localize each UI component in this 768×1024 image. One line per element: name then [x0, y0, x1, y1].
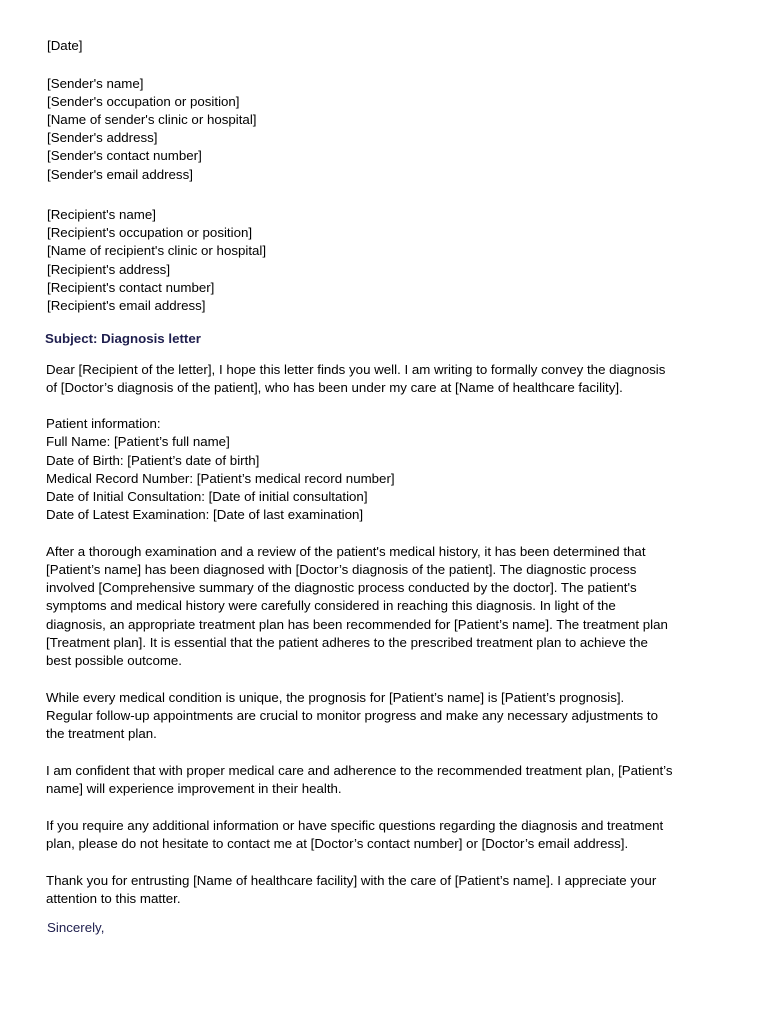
paragraph-line: After a thorough examination and a review of the patient's medical history, it has been determined that: [46, 544, 646, 559]
patient-info-line: Date of Latest Examination: [Date of last examination]: [46, 507, 364, 522]
closing-salutation: Sincerely,: [47, 920, 105, 935]
paragraph-line: involved [Comprehensive summary of the diagnostic process conducted by the doctor]. The patient's: [46, 580, 637, 595]
recipient-line: [Recipient's name]: [47, 207, 156, 222]
paragraph-line: name] will experience improvement in their health.: [46, 781, 342, 796]
recipient-line: [Recipient's email address]: [47, 298, 206, 313]
sender-line: [Sender's email address]: [47, 167, 193, 182]
paragraph-line: the treatment plan.: [46, 726, 157, 741]
subject-heading: Subject: Diagnosis letter: [45, 331, 201, 346]
patient-info-line: Medical Record Number: [Patient’s medical record number]: [46, 471, 395, 486]
paragraph-line: Dear [Recipient of the letter], I hope this letter finds you well. I am writing to formally convey the diagnosis: [46, 362, 666, 377]
sender-line: [Sender's occupation or position]: [47, 94, 240, 109]
patient-info-line: Date of Initial Consultation: [Date of initial consultation]: [46, 489, 368, 504]
paragraph-line: While every medical condition is unique, the prognosis for [Patient’s name] is [Patient’s prognosis].: [46, 690, 625, 705]
paragraph-line: diagnosis, an appropriate treatment plan has been recommended for [Patient’s name]. The treatment plan: [46, 617, 668, 632]
paragraph-line: of [Doctor’s diagnosis of the patient], who has been under my care at [Name of healthcare facility].: [46, 380, 623, 395]
paragraph-line: Thank you for entrusting [Name of healthcare facility] with the care of [Patient’s name]. I appreciate your: [46, 873, 657, 888]
paragraph-line: [Treatment plan]. It is essential that the patient adheres to the prescribed treatment plan to achieve the: [46, 635, 648, 650]
paragraph-line: Regular follow-up appointments are crucial to monitor progress and make any necessary adjustments to: [46, 708, 658, 723]
letter-date: [Date]: [47, 38, 83, 53]
patient-info-line: Patient information:: [46, 416, 161, 431]
paragraph-line: symptoms and medical history were carefully considered in reaching this diagnosis. In light of the: [46, 598, 616, 613]
recipient-line: [Recipient's occupation or position]: [47, 225, 253, 240]
sender-line: [Sender's address]: [47, 130, 158, 145]
paragraph-line: If you require any additional information or have specific questions regarding the diagnosis and treatment: [46, 818, 664, 833]
paragraph-line: [Patient’s name] has been diagnosed with [Doctor’s diagnosis of the patient]. The diagnostic process: [46, 562, 637, 577]
sender-line: [Name of sender's clinic or hospital]: [47, 112, 257, 127]
paragraph-line: best possible outcome.: [46, 653, 183, 668]
recipient-line: [Name of recipient's clinic or hospital]: [47, 243, 267, 258]
paragraph-line: attention to this matter.: [46, 891, 181, 906]
recipient-line: [Recipient's contact number]: [47, 280, 215, 295]
sender-line: [Sender's contact number]: [47, 148, 202, 163]
patient-info-line: Date of Birth: [Patient’s date of birth]: [46, 453, 260, 468]
sender-line: [Sender's name]: [47, 76, 144, 91]
recipient-line: [Recipient's address]: [47, 262, 171, 277]
paragraph-line: plan, please do not hesitate to contact me at [Doctor’s contact number] or [Doctor’s email address].: [46, 836, 629, 851]
paragraph-line: I am confident that with proper medical care and adherence to the recommended treatment plan, [Patient’s: [46, 763, 673, 778]
patient-info-line: Full Name: [Patient’s full name]: [46, 434, 230, 449]
